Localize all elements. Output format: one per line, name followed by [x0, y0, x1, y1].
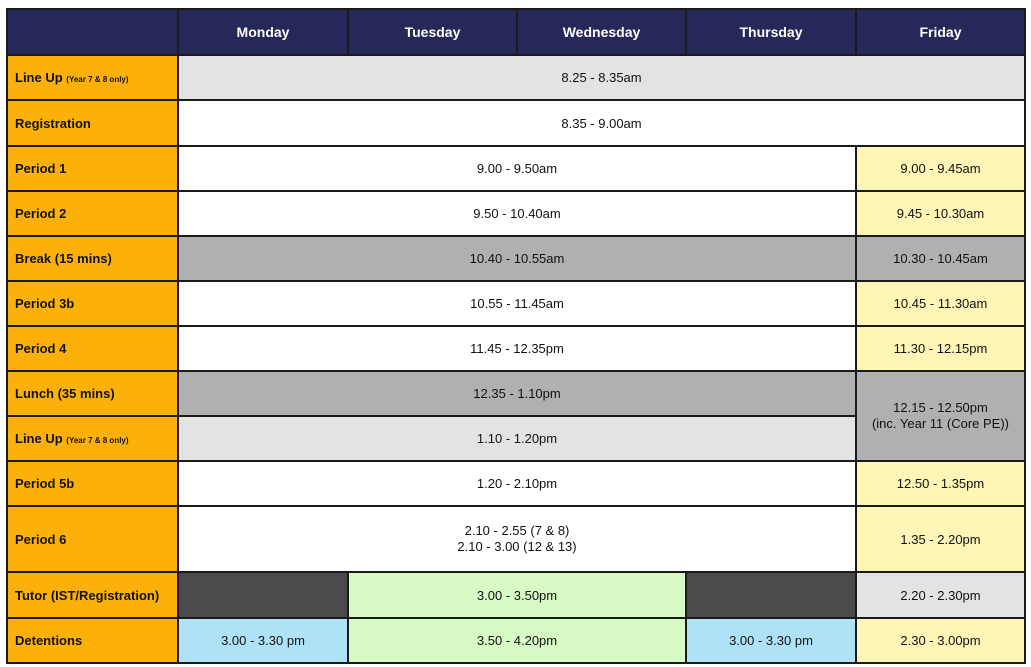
row-label-tutor: Tutor (IST/Registration)	[7, 572, 178, 618]
header-corner	[7, 9, 178, 55]
lineup-afternoon-time: 1.10 - 1.20pm	[178, 416, 856, 461]
row-label-period2: Period 2	[7, 191, 178, 236]
row-label-period3b: Period 3b	[7, 281, 178, 326]
detentions-time-thu: 3.00 - 3.30 pm	[686, 618, 856, 663]
header-thursday: Thursday	[686, 9, 856, 55]
header-friday: Friday	[856, 9, 1025, 55]
row-label-detentions: Detentions	[7, 618, 178, 663]
tutor-time-tue-wed: 3.00 - 3.50pm	[348, 572, 686, 618]
break-time-fri: 10.30 - 10.45am	[856, 236, 1025, 281]
period5b-time-mon-thu: 1.20 - 2.10pm	[178, 461, 856, 506]
period2-time-mon-thu: 9.50 - 10.40am	[178, 191, 856, 236]
period3b-time-mon-thu: 10.55 - 11.45am	[178, 281, 856, 326]
period6-line2: 2.10 - 3.00 (12 & 13)	[457, 539, 577, 554]
row-label-registration: Registration	[7, 100, 178, 146]
header-monday: Monday	[178, 9, 348, 55]
row-label-period5b: Period 5b	[7, 461, 178, 506]
row-lineup-morning	[7, 55, 1025, 100]
row-period6	[7, 506, 1025, 572]
row-break	[7, 236, 1025, 281]
tutor-empty-thu	[686, 572, 856, 618]
registration-time: 8.35 - 9.00am	[178, 100, 1025, 146]
period4-time-mon-thu: 11.45 - 12.35pm	[178, 326, 856, 371]
period1-time-mon-thu: 9.00 - 9.50am	[178, 146, 856, 191]
break-time-mon-thu: 10.40 - 10.55am	[178, 236, 856, 281]
detentions-time-fri: 2.30 - 3.00pm	[856, 618, 1025, 663]
period6-line1: 2.10 - 2.55 (7 & 8)	[464, 523, 570, 538]
row-period2	[7, 191, 1025, 236]
row-label-lunch: Lunch (35 mins)	[7, 371, 178, 416]
lineup-label-sub: (Year 7 & 8 only)	[66, 75, 129, 84]
period4-time-fri: 11.30 - 12.15pm	[856, 326, 1025, 371]
lineup-morning-time: 8.25 - 8.35am	[178, 55, 1025, 100]
period2-time-fri: 9.45 - 10.30am	[856, 191, 1025, 236]
header-tuesday: Tuesday	[348, 9, 517, 55]
row-label-break: Break (15 mins)	[7, 236, 178, 281]
row-period3b	[7, 281, 1025, 326]
row-label-lineup-morning	[7, 55, 178, 100]
row-detentions	[7, 618, 1025, 663]
period6-time-fri: 1.35 - 2.20pm	[856, 506, 1025, 572]
tutor-empty-mon	[178, 572, 348, 618]
detentions-time-mon: 3.00 - 3.30 pm	[178, 618, 348, 663]
lineup-label-text: Line Up	[15, 70, 63, 85]
header-row	[7, 9, 1025, 55]
row-registration	[7, 100, 1025, 146]
row-period1	[7, 146, 1025, 191]
lunch-fri-line1: 12.15 - 12.50pm	[893, 400, 988, 415]
row-lunch	[7, 371, 1025, 416]
row-period5b	[7, 461, 1025, 506]
row-tutor	[7, 572, 1025, 618]
row-label-period1: Period 1	[7, 146, 178, 191]
lunch-fri-line2: (inc. Year 11 (Core PE))	[871, 416, 1010, 431]
lineup2-label-sub: (Year 7 & 8 only)	[66, 436, 129, 445]
timetable	[6, 8, 1026, 664]
row-label-period4: Period 4	[7, 326, 178, 371]
row-label-lineup-afternoon	[7, 416, 178, 461]
period3b-time-fri: 10.45 - 11.30am	[856, 281, 1025, 326]
row-label-period6: Period 6	[7, 506, 178, 572]
row-period4	[7, 326, 1025, 371]
period6-time-mon-thu	[178, 506, 856, 572]
detentions-time-tue-wed: 3.50 - 4.20pm	[348, 618, 686, 663]
lineup2-label-text: Line Up	[15, 431, 63, 446]
header-wednesday: Wednesday	[517, 9, 686, 55]
lunch-time-mon-thu: 12.35 - 1.10pm	[178, 371, 856, 416]
period5b-time-fri: 12.50 - 1.35pm	[856, 461, 1025, 506]
lunch-time-fri	[856, 371, 1025, 461]
period1-time-fri: 9.00 - 9.45am	[856, 146, 1025, 191]
tutor-time-fri: 2.20 - 2.30pm	[856, 572, 1025, 618]
